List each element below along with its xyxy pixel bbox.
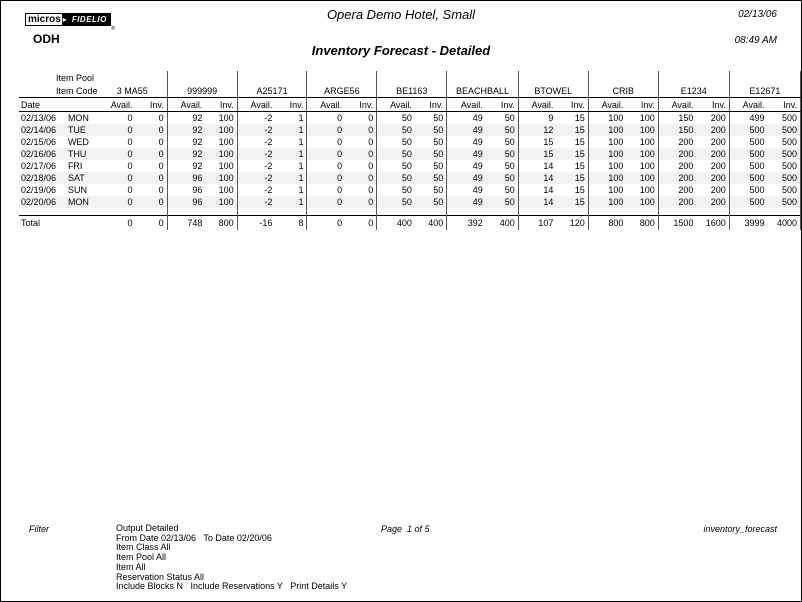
avail-cell: 200 xyxy=(658,196,699,208)
avail-cell: 0 xyxy=(127,137,133,147)
inv-cell: 1 xyxy=(278,148,307,160)
day-cell: MON xyxy=(64,196,98,208)
inv-cell: 0 xyxy=(348,172,377,184)
property-code: ODH xyxy=(33,32,60,46)
total-avail-cell: 748 xyxy=(167,216,208,231)
inv-cell: 500 xyxy=(771,112,801,125)
avail-cell: 500 xyxy=(729,172,770,184)
avail-cell: 49 xyxy=(447,124,489,136)
filter-line: From Date 02/13/06 To Date 02/20/06 xyxy=(116,532,272,543)
inv-cell: 50 xyxy=(418,160,447,172)
avail-cell: 0 xyxy=(127,113,133,123)
inv-cell: 100 xyxy=(629,160,658,172)
avail-header: Avail. xyxy=(167,98,208,112)
filter-line: Include Blocks N Include Reservations Y Print Details Y xyxy=(116,581,348,592)
inv-cell: 50 xyxy=(489,184,518,196)
inv-header: Inv. xyxy=(629,98,658,112)
inv-cell: 15 xyxy=(559,136,588,148)
inv-header: Inv. xyxy=(699,98,729,112)
group-spacer xyxy=(167,71,237,84)
inv-cell: 0 xyxy=(348,136,377,148)
avail-cell: 50 xyxy=(377,196,418,208)
table-row xyxy=(19,172,801,184)
inv-header: Inv. xyxy=(418,98,447,112)
avail-cell: 0 xyxy=(127,161,133,171)
inv-cell: 1 xyxy=(278,112,307,125)
inv-cell: 500 xyxy=(771,136,801,148)
report-filename: inventory_forecast xyxy=(703,524,777,534)
inv-cell: 1 xyxy=(278,136,307,148)
inv-cell: 50 xyxy=(489,124,518,136)
inv-cell: 100 xyxy=(208,196,237,208)
date-cell: 02/16/06 xyxy=(19,148,64,160)
inv-cell: 50 xyxy=(489,160,518,172)
avail-cell: 100 xyxy=(588,172,629,184)
avail-cell: 92 xyxy=(167,124,208,136)
avail-cell: -2 xyxy=(237,124,278,136)
avail-cell: 200 xyxy=(678,161,694,171)
header-row-pool xyxy=(19,71,801,84)
avail-cell: 96 xyxy=(192,185,203,195)
total-avail-cell: 1500 xyxy=(658,216,699,231)
avail-cell: 0 xyxy=(337,161,343,171)
inventory-table-wrap xyxy=(19,71,801,230)
avail-cell: 92 xyxy=(167,148,208,160)
table-row xyxy=(19,160,801,172)
logo-arrow-icon: ▸ xyxy=(62,15,67,24)
inv-cell: 200 xyxy=(699,124,729,136)
inv-cell: 0 xyxy=(348,160,377,172)
avail-cell: 96 xyxy=(167,196,208,208)
inv-cell: 100 xyxy=(629,136,658,148)
total-avail-cell: 0 xyxy=(98,216,139,231)
inv-cell: 100 xyxy=(208,172,237,184)
inv-cell: 500 xyxy=(771,184,801,196)
total-inv-cell: 800 xyxy=(208,216,237,231)
filter-label: Filter xyxy=(29,524,49,534)
avail-cell: 0 xyxy=(307,196,348,208)
table-row xyxy=(19,136,801,148)
inv-cell: 0 xyxy=(348,148,377,160)
hotel-name: Opera Demo Hotel, Small xyxy=(326,7,476,22)
avail-cell: 0 xyxy=(98,172,139,184)
total-label: Total xyxy=(19,216,98,231)
filter-line: Item All xyxy=(116,561,146,572)
inv-cell: 0 xyxy=(139,196,168,208)
inv-cell: 1 xyxy=(278,196,307,208)
inv-cell: 200 xyxy=(699,184,729,196)
date-cell: 02/14/06 xyxy=(19,124,64,136)
filter-line: Item Class All xyxy=(116,542,171,553)
inv-header: Inv. xyxy=(208,98,237,112)
avail-cell: 92 xyxy=(192,137,203,147)
inv-header: Inv. xyxy=(278,98,307,112)
avail-cell: 14 xyxy=(518,172,559,184)
inv-cell: 100 xyxy=(629,112,658,125)
table-row xyxy=(19,196,801,208)
inv-cell: 1 xyxy=(278,172,307,184)
inv-cell: 0 xyxy=(139,172,168,184)
total-inv-cell: 8 xyxy=(278,216,307,231)
inv-cell: 50 xyxy=(489,112,518,125)
fidelio-logo-text: FIDELIO xyxy=(67,13,111,26)
inv-cell: 100 xyxy=(629,172,658,184)
day-cell: FRI xyxy=(67,161,83,171)
avail-cell: 150 xyxy=(678,113,694,123)
inv-cell: 50 xyxy=(418,184,447,196)
item-code-header: E1234 xyxy=(658,84,729,98)
inv-cell: 50 xyxy=(489,172,518,184)
avail-cell: 0 xyxy=(337,185,343,195)
inv-cell: 0 xyxy=(348,184,377,196)
avail-cell: 12 xyxy=(518,124,559,136)
inv-cell: 50 xyxy=(489,136,518,148)
date-label: Date xyxy=(19,98,98,112)
avail-cell: 200 xyxy=(658,148,699,160)
date-cell: 02/17/06 xyxy=(21,161,57,171)
avail-cell: 0 xyxy=(127,185,133,195)
inv-cell: 50 xyxy=(418,148,447,160)
avail-cell: -2 xyxy=(264,161,273,171)
avail-cell: 100 xyxy=(588,196,629,208)
inv-cell: 15 xyxy=(559,112,588,125)
avail-header: Avail. xyxy=(377,98,418,112)
total-inv-cell: 4000 xyxy=(771,216,801,231)
avail-cell: 50 xyxy=(377,124,418,136)
avail-cell: 49 xyxy=(472,161,483,171)
avail-header: Avail. xyxy=(658,98,699,112)
inv-cell: 100 xyxy=(629,184,658,196)
inv-cell: 15 xyxy=(559,148,588,160)
avail-cell: 50 xyxy=(377,148,418,160)
inv-cell: 0 xyxy=(139,160,168,172)
inv-cell: 100 xyxy=(208,136,237,148)
inv-cell: 500 xyxy=(771,160,801,172)
inv-cell: 15 xyxy=(559,184,588,196)
total-avail-cell: 392 xyxy=(447,216,489,231)
inv-cell: 200 xyxy=(699,112,729,125)
item-code-header: A25171 xyxy=(237,84,307,98)
page-number: Page 1 of 5 xyxy=(381,524,430,534)
date-cell: 02/19/06 xyxy=(21,185,57,195)
avail-cell: 200 xyxy=(678,185,694,195)
inv-cell: 200 xyxy=(699,196,729,208)
item-code-header: BE1163 xyxy=(377,84,447,98)
avail-cell: 0 xyxy=(307,172,348,184)
avail-header: Avail. xyxy=(447,98,489,112)
total-avail-cell: 0 xyxy=(307,216,348,231)
avail-cell: -2 xyxy=(237,196,278,208)
avail-cell: -2 xyxy=(264,185,273,195)
total-avail-cell: 800 xyxy=(588,216,629,231)
inv-cell: 500 xyxy=(771,124,801,136)
avail-cell: 96 xyxy=(167,172,208,184)
group-spacer xyxy=(729,71,800,84)
group-spacer xyxy=(588,71,658,84)
table-row xyxy=(19,184,801,196)
inv-cell: 200 xyxy=(699,148,729,160)
total-avail-cell: 3999 xyxy=(729,216,770,231)
avail-cell: 150 xyxy=(658,124,699,136)
inv-cell: 1 xyxy=(278,124,307,136)
avail-cell: 100 xyxy=(608,137,624,147)
total-inv-cell: 1600 xyxy=(699,216,729,231)
total-inv-cell: 400 xyxy=(489,216,518,231)
inv-cell: 100 xyxy=(208,112,237,125)
table-row xyxy=(19,148,801,160)
group-spacer xyxy=(237,71,307,84)
report-date: 02/13/06 xyxy=(738,9,777,20)
avail-cell: 500 xyxy=(749,137,765,147)
inv-cell: 500 xyxy=(771,148,801,160)
avail-cell: 0 xyxy=(307,124,348,136)
avail-cell: 0 xyxy=(307,148,348,160)
date-cell: 02/13/06 xyxy=(21,113,57,123)
day-cell: WED xyxy=(67,137,89,147)
inv-cell: 100 xyxy=(629,196,658,208)
table-row xyxy=(19,124,801,136)
avail-header: Avail. xyxy=(98,98,139,112)
avail-cell: 100 xyxy=(588,148,629,160)
item-code-header: 3 MA55 xyxy=(98,84,167,98)
item-code-header: ARGE56 xyxy=(307,84,377,98)
avail-cell: 500 xyxy=(749,185,765,195)
inv-header: Inv. xyxy=(348,98,377,112)
inv-cell: 0 xyxy=(348,124,377,136)
avail-cell: 49 xyxy=(472,137,483,147)
avail-cell: 49 xyxy=(447,196,489,208)
day-cell: MON xyxy=(67,113,89,123)
date-cell: 02/15/06 xyxy=(21,137,57,147)
inv-header: Inv. xyxy=(489,98,518,112)
avail-cell: 49 xyxy=(447,172,489,184)
inv-header: Inv. xyxy=(559,98,588,112)
inv-cell: 50 xyxy=(418,172,447,184)
avail-cell: 49 xyxy=(447,148,489,160)
inv-cell: 200 xyxy=(699,136,729,148)
inv-cell: 0 xyxy=(348,196,377,208)
group-spacer xyxy=(518,71,588,84)
inv-cell: 50 xyxy=(489,196,518,208)
avail-cell: 0 xyxy=(337,137,343,147)
item-code-header: BEACHBALL xyxy=(447,84,518,98)
date-cell: 02/20/06 xyxy=(19,196,64,208)
avail-cell: -2 xyxy=(264,113,273,123)
total-inv-cell: 800 xyxy=(629,216,658,231)
inv-cell: 1 xyxy=(278,184,307,196)
inv-cell: 15 xyxy=(559,172,588,184)
avail-cell: 92 xyxy=(192,113,203,123)
inv-cell: 500 xyxy=(771,172,801,184)
filter-line: Reservation Status All xyxy=(116,571,205,582)
inv-cell: 100 xyxy=(629,124,658,136)
avail-cell: 15 xyxy=(518,148,559,160)
inv-cell: 15 xyxy=(559,160,588,172)
date-cell: 02/18/06 xyxy=(19,172,64,184)
inv-cell: 100 xyxy=(208,148,237,160)
avail-cell: 100 xyxy=(608,113,624,123)
total-avail-cell: 400 xyxy=(377,216,418,231)
avail-cell: 100 xyxy=(608,161,624,171)
avail-cell: 50 xyxy=(401,161,412,171)
avail-cell: 100 xyxy=(588,124,629,136)
avail-cell: 200 xyxy=(678,137,694,147)
total-inv-cell: 400 xyxy=(418,216,447,231)
day-cell: THU xyxy=(64,148,98,160)
group-spacer xyxy=(658,71,729,84)
inv-cell: 15 xyxy=(559,124,588,136)
inv-cell: 50 xyxy=(489,148,518,160)
item-code-header: 999999 xyxy=(167,84,237,98)
avail-cell: 50 xyxy=(377,172,418,184)
group-spacer xyxy=(98,71,167,84)
filter-line: Item Pool All xyxy=(116,552,167,563)
avail-cell: 500 xyxy=(729,148,770,160)
inv-cell: 50 xyxy=(418,136,447,148)
filter-line: Output Detailed xyxy=(116,523,179,533)
report-title: Inventory Forecast - Detailed xyxy=(311,43,491,58)
avail-cell: -2 xyxy=(237,172,278,184)
avail-cell: -2 xyxy=(237,148,278,160)
item-code-label: Item Code xyxy=(19,84,98,98)
avail-cell: 15 xyxy=(543,137,554,147)
item-code-header: E12671 xyxy=(729,84,800,98)
trademark-mark: ® xyxy=(111,26,115,32)
total-inv-cell: 120 xyxy=(559,216,588,231)
total-inv-cell: 0 xyxy=(348,216,377,231)
inv-cell: 0 xyxy=(139,124,168,136)
inv-cell: 0 xyxy=(348,112,377,125)
inv-cell: 0 xyxy=(139,112,168,125)
day-cell: SAT xyxy=(64,172,98,184)
inv-cell: 0 xyxy=(139,184,168,196)
inv-cell: 100 xyxy=(208,160,237,172)
inv-cell: 15 xyxy=(559,196,588,208)
inv-cell: 100 xyxy=(208,184,237,196)
item-code-header: CRIB xyxy=(588,84,658,98)
filter-lines xyxy=(116,524,347,592)
avail-cell: 50 xyxy=(401,185,412,195)
avail-cell: 14 xyxy=(543,161,554,171)
inventory-forecast-table xyxy=(19,71,801,230)
inv-cell: 200 xyxy=(699,160,729,172)
report-time: 08:49 AM xyxy=(734,35,777,46)
avail-cell: 14 xyxy=(518,196,559,208)
avail-cell: 0 xyxy=(98,196,139,208)
avail-cell: 14 xyxy=(543,185,554,195)
avail-cell: 499 xyxy=(749,113,765,123)
avail-header: Avail. xyxy=(518,98,559,112)
inv-cell: 0 xyxy=(139,136,168,148)
inv-cell: 50 xyxy=(418,124,447,136)
item-code-header: BTOWEL xyxy=(518,84,588,98)
inv-cell: 100 xyxy=(629,148,658,160)
avail-cell: 500 xyxy=(729,196,770,208)
inv-cell: 100 xyxy=(208,124,237,136)
inv-header: Inv. xyxy=(771,98,801,112)
avail-cell: 49 xyxy=(472,113,483,123)
item-pool-label: Item Pool xyxy=(56,72,95,83)
avail-cell: 50 xyxy=(401,113,412,123)
avail-cell: 0 xyxy=(98,124,139,136)
inv-cell: 500 xyxy=(771,196,801,208)
avail-cell: 92 xyxy=(192,161,203,171)
inv-cell: 50 xyxy=(418,112,447,125)
table-row xyxy=(19,112,801,125)
inv-cell: 0 xyxy=(139,148,168,160)
header-row-codes xyxy=(19,84,801,98)
total-avail-cell: 107 xyxy=(518,216,559,231)
total-avail-cell: -16 xyxy=(237,216,278,231)
avail-cell: 50 xyxy=(401,137,412,147)
total-row xyxy=(19,216,801,231)
inv-cell: 50 xyxy=(418,196,447,208)
header-row-columns xyxy=(19,98,801,112)
total-inv-cell: 0 xyxy=(139,216,168,231)
inv-cell: 200 xyxy=(699,172,729,184)
avail-cell: 0 xyxy=(337,113,343,123)
avail-header: Avail. xyxy=(237,98,278,112)
avail-cell: 500 xyxy=(729,124,770,136)
avail-header: Avail. xyxy=(729,98,770,112)
group-spacer xyxy=(447,71,518,84)
spacer-row xyxy=(19,208,801,216)
avail-cell: 9 xyxy=(548,113,554,123)
avail-cell: 49 xyxy=(472,185,483,195)
inv-header: Inv. xyxy=(139,98,168,112)
day-cell: TUE xyxy=(64,124,98,136)
avail-header: Avail. xyxy=(588,98,629,112)
micros-logo-text: micros xyxy=(25,13,63,26)
group-spacer xyxy=(307,71,377,84)
avail-cell: -2 xyxy=(264,137,273,147)
avail-cell: 500 xyxy=(749,161,765,171)
day-cell: SUN xyxy=(67,185,87,195)
avail-cell: 200 xyxy=(658,172,699,184)
group-spacer xyxy=(377,71,447,84)
avail-cell: 100 xyxy=(608,185,624,195)
avail-header: Avail. xyxy=(307,98,348,112)
avail-cell: 0 xyxy=(98,148,139,160)
inv-cell: 1 xyxy=(278,160,307,172)
